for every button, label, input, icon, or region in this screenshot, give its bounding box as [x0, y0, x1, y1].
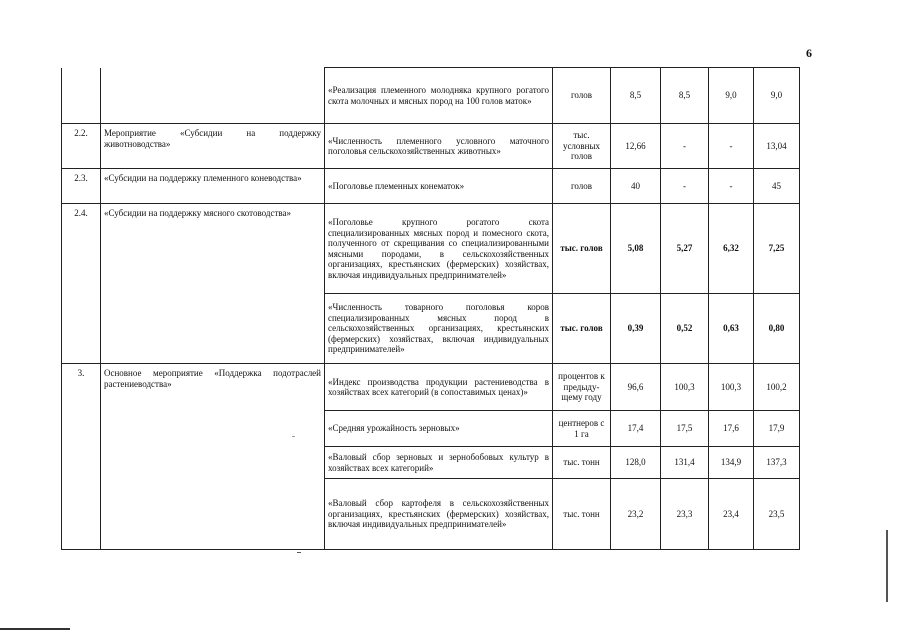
value-cell: 23,2: [611, 479, 661, 550]
row-number-cell: 2.3.: [62, 169, 101, 204]
unit-cell: голов: [553, 169, 611, 204]
value-cell: 9,0: [709, 68, 754, 124]
value-cell: 12,66: [611, 124, 661, 169]
value-cell: -: [709, 169, 754, 204]
unit-cell: процентов к предыду-щему году: [553, 364, 611, 411]
value-cell: 23,5: [754, 479, 800, 550]
indicator-cell: «Численность племенного условного маточного поголовья сельскохозяйственных животных»: [325, 124, 553, 169]
indicator-cell: «Средняя урожайность зерновых»: [325, 411, 553, 447]
value-cell: 0,39: [611, 294, 661, 364]
unit-cell: центнеров с 1 га: [553, 411, 611, 447]
value-cell: 13,04: [754, 124, 800, 169]
scan-edge-line: [886, 530, 888, 602]
table-row: [62, 169, 800, 204]
value-cell: 17,9: [754, 411, 800, 447]
row-number-cell: 3.: [62, 364, 101, 550]
value-cell: 23,3: [661, 479, 709, 550]
indicator-cell: «Валовый сбор зерновых и зернобобовых культур в хозяйствах всех категорий»: [325, 447, 553, 479]
event-cell: Мероприятие «Субсидии на поддержку животноводства»: [101, 124, 325, 169]
value-cell: 100,2: [754, 364, 800, 411]
indicator-cell: «Численность товарного поголовья коров специализированных мясных пород в сельскохозяйственных организациях, крестьянских (фермерских) хозяйствах, включая индивидуальных предпринимателей»: [325, 294, 553, 364]
unit-cell: тыс. тонн: [553, 447, 611, 479]
indicator-cell: «Индекс производства продукции растениеводства в хозяйствах всех категорий (в сопоставимых ценах)»: [325, 364, 553, 411]
value-cell: 5,27: [661, 204, 709, 294]
value-cell: 8,5: [661, 68, 709, 124]
value-cell: 17,5: [661, 411, 709, 447]
value-cell: 100,3: [661, 364, 709, 411]
event-cell: Основное мероприятие «Поддержка подотраслей растениеводства»: [101, 364, 325, 550]
page-number: 6: [806, 46, 812, 60]
table-row: [62, 68, 800, 124]
value-cell: 45: [754, 169, 800, 204]
indicator-cell: «Поголовье крупного рогатого скота специализированных мясных пород и помесного скота, полученного от скрещивания со специализированными мясными породами, в сельскохозяйственных организациях, крестьянских (фермерских) хозяйствах, включая индивидуальных предпринимателей»: [325, 204, 553, 294]
value-cell: 9,0: [754, 68, 800, 124]
indicator-cell: «Реализация племенного молодняка крупного рогатого скота молочных и мясных пород на 100 голов маток»: [325, 68, 553, 124]
value-cell: 134,9: [709, 447, 754, 479]
value-cell: 23,4: [709, 479, 754, 550]
value-cell: 17,6: [709, 411, 754, 447]
value-cell: 96,6: [611, 364, 661, 411]
table-row: [62, 364, 800, 411]
value-cell: 100,3: [709, 364, 754, 411]
event-cell: «Субсидии на поддержку племенного коневодства»: [101, 169, 325, 204]
indicators-table: [61, 67, 800, 550]
value-cell: 0,63: [709, 294, 754, 364]
indicator-cell: «Поголовье племенных конематок»: [325, 169, 553, 204]
value-cell: 6,32: [709, 204, 754, 294]
value-cell: -: [661, 169, 709, 204]
value-cell: 5,08: [611, 204, 661, 294]
value-cell: 7,25: [754, 204, 800, 294]
unit-cell: тыс. условных голов: [553, 124, 611, 169]
unit-cell: тыс. голов: [553, 204, 611, 294]
value-cell: 17,4: [611, 411, 661, 447]
value-cell: -: [661, 124, 709, 169]
row-number-cell: 2.2.: [62, 124, 101, 169]
value-cell: 8,5: [611, 68, 661, 124]
table-row: [62, 204, 800, 294]
event-cell: [101, 68, 325, 124]
scan-speck: [292, 436, 295, 437]
unit-cell: тыс. голов: [553, 294, 611, 364]
unit-cell: тыс. тонн: [553, 479, 611, 550]
value-cell: -: [709, 124, 754, 169]
value-cell: 40: [611, 169, 661, 204]
row-number-cell: [62, 68, 101, 124]
unit-cell: голов: [553, 68, 611, 124]
scan-speck: [297, 552, 301, 553]
scan-bottom-line: [0, 628, 70, 630]
value-cell: 0,80: [754, 294, 800, 364]
value-cell: 128,0: [611, 447, 661, 479]
row-number-cell: 2.4.: [62, 204, 101, 364]
value-cell: 131,4: [661, 447, 709, 479]
indicator-cell: «Валовый сбор картофеля в сельскохозяйственных организациях, крестьянских (фермерских) хозяйствах, включая индивидуальных предпринимателей»: [325, 479, 553, 550]
event-cell: «Субсидии на поддержку мясного скотоводства»: [101, 204, 325, 364]
value-cell: 137,3: [754, 447, 800, 479]
table-row: [62, 124, 800, 169]
value-cell: 0,52: [661, 294, 709, 364]
